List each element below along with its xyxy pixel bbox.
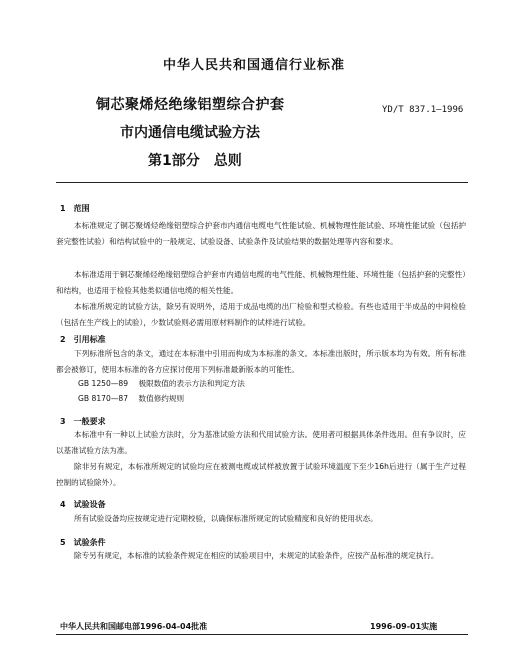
section-1-paragraph-2: 本标准适用于铜芯聚烯烃绝缘铝塑综合护套市内通信电缆的电气性能、机械物理性能、环境性能（包括护套的完整性）和结构，也适用于检验其他类似通信电缆的相关性能。: [56, 270, 466, 296]
section-5-paragraph-1: 除专另有规定，本标准的试验条件规定在相应的试验项目中，未规定的试验条件，应按产品标准的规定执行。: [74, 551, 439, 560]
reference-item-2: [78, 393, 184, 404]
section-3-heading: 3 一般要求: [60, 417, 106, 426]
section-3-paragraph-2: 除非另有规定，本标准所规定的试验均应在被测电缆或试样被放置于试验环境温度下至少16h后进行（属于生产过程控制的试验除外）。: [56, 462, 466, 488]
reference-code: GB 8170—87: [78, 394, 129, 403]
document-title-line-2: 市内通信电缆试验方法: [120, 125, 260, 141]
reference-code: GB 1250—89: [78, 379, 129, 388]
reference-name: 数值修约规则: [138, 394, 185, 403]
section-2-heading: 2 引用标准: [60, 335, 106, 344]
reference-name: 极限数值的表示方法和判定方法: [138, 379, 245, 388]
section-3-paragraph-1: 本标准中有一种以上试验方法时，分为基准试验方法和代用试验方法。使用者可根据具体条件选用。但有争议时，应以基准试验方法为准。: [56, 430, 466, 456]
section-2-paragraph-1: 下列标准所包含的条文，通过在本标准中引用而构成为本标准的条文。本标准出版时，所示版本均为有效。所有标准都会被修订，使用本标准的各方应探讨使用下列标准最新版本的可能性。: [56, 349, 466, 375]
standard-category-header: 中华人民共和国通信行业标准: [162, 58, 345, 73]
bottom-divider: [56, 634, 468, 635]
top-divider: [56, 182, 468, 183]
section-1-heading: 1 范围: [60, 204, 90, 213]
section-4-heading: 4 试验设备: [60, 500, 106, 509]
document-title-line-3: 第1部分 总则: [148, 153, 242, 169]
reference-item-1: [78, 378, 245, 389]
approval-date: 中华人民共和国邮电部1996-04-04批准: [60, 622, 208, 631]
standard-number: YD/T 837.1—1996: [382, 105, 464, 115]
document-title-line-1: 铜芯聚烯烃绝缘铝塑综合护套: [96, 97, 285, 113]
implementation-date: 1996-09-01实施: [370, 622, 438, 631]
section-1-paragraph-3: 本标准所规定的试验方法，除另有说明外，适用于成品电缆的出厂检验和型式检验。有些也适用于半成品的中间检验（包括在生产线上的试验），少数试验则必需用原材料制作的试样进行试验。: [56, 302, 466, 328]
section-1-paragraph-1: 本标准规定了铜芯聚烯烃绝缘铝塑综合护套市内通信电缆电气性能试验、机械物理性能试验、环境性能试验（包括护套完整性试验）和结构试验中的一般规定、试验设备、试验条件及试验结果的数据处理等内容和要求。: [56, 221, 466, 247]
section-4-paragraph-1: 所有试验设备均应按规定进行定期校验，以确保标准所规定的试验精度和良好的使用状态。: [74, 514, 378, 523]
section-5-heading: 5 试验条件: [60, 538, 106, 547]
